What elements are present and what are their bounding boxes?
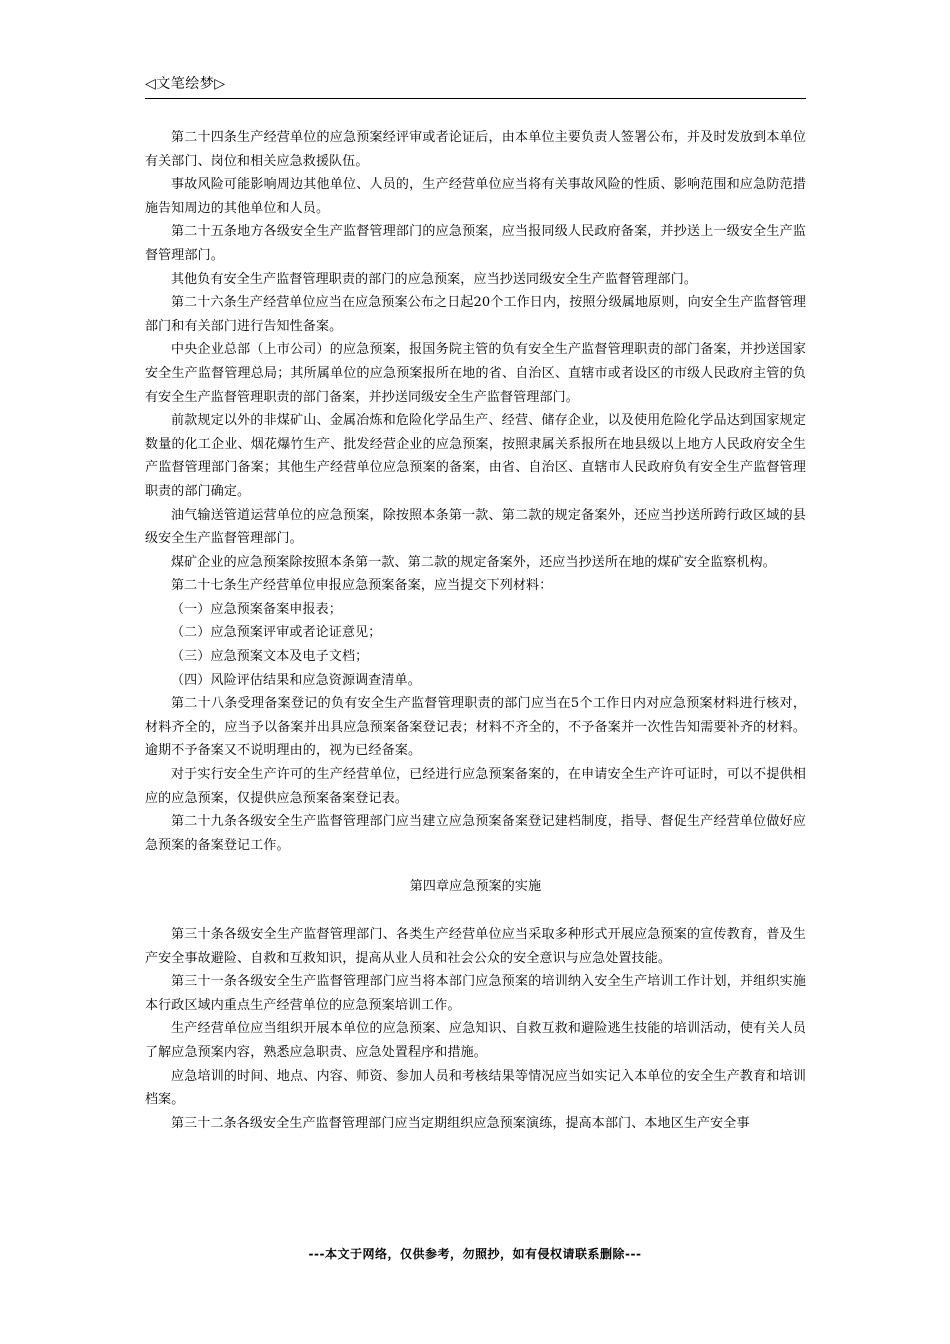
paragraph: 第三十一条各级安全生产监督管理部门应当将本部门应急预案的培训纳入安全生产培训工作计划，并组织实施本行政区域内重点生产经营单位的应急预案培训工作。	[145, 974, 806, 1013]
paragraph: 第三十二条各级安全生产监督管理部门应当定期组织应急预案演练，提高本部门、本地区生产安全事	[171, 1115, 750, 1131]
chapter-heading: 第四章应急预案的实施	[409, 879, 542, 895]
paragraph: 第二十七条生产经营单位申报应急预案备案，应当提交下列材料：	[171, 578, 553, 594]
footer-notice: ---本文于网络，仅供参考，勿照抄，如有侵权请联系删除---	[308, 1247, 642, 1261]
paragraph: 第二十九条各级安全生产监督管理部门应当建立应急预案备案登记建档制度，指导、督促生产经营单位做好应急预案的备案登记工作。	[145, 814, 806, 853]
paragraph: 应急培训的时间、地点、内容、师资、参加人员和考核结果等情况应当如实记入本单位的安全生产教育和培训档案。	[145, 1068, 806, 1108]
paragraph: 其他负有安全生产监督管理职责的部门的应急预案，应当抄送同级安全生产监督管理部门。	[171, 271, 698, 287]
paragraph: 第二十八条受理备案登记的负有安全生产监督管理职责的部门应当在5个工作日内对应急预案材料进行核对，材料齐全的，应当予以备案并出具应急预案备案登记表；材料不齐全的，不予备案并一次性告知需要补齐的材料。逾期不予备案又不说明理由的，视为已经备案。	[145, 696, 806, 759]
list-item: （三）应急预案文本及电子文档；	[171, 649, 369, 665]
list-item: （一）应急预案备案申报表；	[171, 601, 342, 617]
document-body	[145, 126, 806, 1135]
page-header	[145, 74, 806, 99]
paragraph: 生产经营单位应当组织开展本单位的应急预案、应急知识、自救互救和避险逃生技能的培训活动，使有关人员了解应急预案内容，熟悉应急职责、应急处置程序和措施。	[145, 1021, 806, 1060]
paragraph: 中央企业总部（上市公司）的应急预案，报国务院主管的负有安全生产监督管理职责的部门备案，并抄送国家安全生产监督管理总局；其所属单位的应急预案报所在地的省、自治区、直辖市或者设区的市级人民政府主管的负有安全生产监督管理职责的部门备案，并抄送同级安全生产监督管理部门。	[145, 342, 806, 405]
list-item: （二）应急预案评审或者论证意见；	[171, 625, 382, 641]
paragraph: 前款规定以外的非煤矿山、金属冶炼和危险化学品生产、经营、储存企业，以及使用危险化学品达到国家规定数量的化工企业、烟花爆竹生产、批发经营企业的应急预案，按照隶属关系报所在地县级以上地方人民政府安全生产监督管理部门备案；其他生产经营单位应急预案的备案，由省、自治区、直辖市人民政府负有安全生产监督管理职责的部门确定。	[145, 413, 806, 499]
list-item: （四）风险评估结果和应急资源调查清单。	[171, 672, 421, 688]
paragraph: 第二十四条生产经营单位的应急预案经评审或者论证后，由本单位主要负责人签署公布，并及时发放到本单位有关部门、岗位和相关应急救援队伍。	[145, 130, 806, 169]
paragraph: 第二十五条地方各级安全生产监督管理部门的应急预案，应当报同级人民政府备案，并抄送上一级安全生产监督管理部门。	[145, 224, 806, 263]
paragraph: 煤矿企业的应急预案除按照本条第一款、第二款的规定备案外，还应当抄送所在地的煤矿安全监察机构。	[171, 554, 776, 570]
paragraph: 第二十六条生产经营单位应当在应急预案公布之日起20个工作日内，按照分级属地原则，向安全生产监督管理部门和有关部门进行告知性备案。	[145, 295, 806, 334]
paragraph: 油气输送管道运营单位的应急预案，除按照本条第一款、第二款的规定备案外，还应当抄送所跨行政区域的县级安全生产监督管理部门。	[145, 507, 806, 547]
paragraph: 对于实行安全生产许可的生产经营单位，已经进行应急预案备案的，在申请安全生产许可证时，可以不提供相应的应急预案，仅提供应急预案备案登记表。	[145, 767, 806, 806]
header-title: ◁文笔绘梦▷	[145, 76, 226, 92]
paragraph: 第三十条各级安全生产监督管理部门、各类生产经营单位应当采取多种形式开展应急预案的宣传教育，普及生产安全事故避险、自救和互救知识，提高从业人员和社会公众的安全意识与应急处置技能。	[145, 927, 806, 966]
paragraph: 事故风险可能影响周边其他单位、人员的，生产经营单位应当将有关事故风险的性质、影响范围和应急防范措施告知周边的其他单位和人员。	[145, 177, 806, 216]
